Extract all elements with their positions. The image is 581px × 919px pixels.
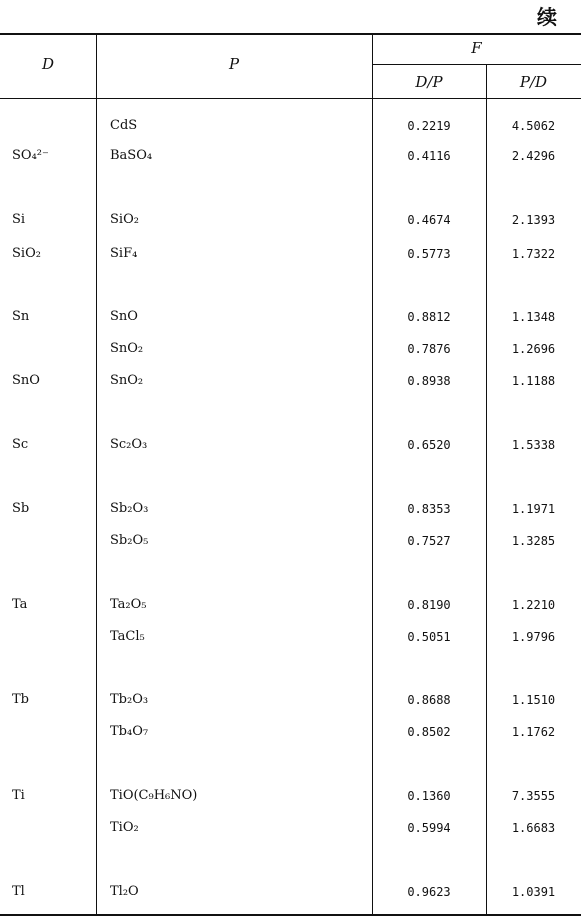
row-p-compound: Sb₂O₅ <box>110 533 149 548</box>
header-p-over-d: P/D <box>519 73 548 91</box>
row-d-label: Ta <box>12 597 28 612</box>
row-p-over-d-value: 1.5338 <box>511 438 556 452</box>
row-d-label: Sb <box>12 501 30 516</box>
row-p-over-d-value: 1.3285 <box>511 534 556 548</box>
row-p-over-d-value: 1.9796 <box>511 630 556 644</box>
row-d-label: Ti <box>12 788 25 803</box>
row-p-compound: TiO₂ <box>110 820 139 835</box>
row-d-over-p-value: 0.8938 <box>407 374 451 388</box>
row-p-over-d-value: 1.2210 <box>511 598 556 612</box>
row-d-over-p-value: 0.8688 <box>407 693 451 707</box>
row-p-over-d-value: 2.1393 <box>511 213 556 227</box>
row-p-compound: TiO(C₉H₆NO) <box>110 788 198 803</box>
header-bottom-rule <box>0 98 581 99</box>
row-p-over-d-value: 7.3555 <box>511 789 556 803</box>
row-d-label: Tb <box>12 692 29 707</box>
row-p-over-d-value: 1.2696 <box>511 342 556 356</box>
row-p-compound: Tb₂O₃ <box>110 692 149 707</box>
header-d: D <box>41 55 55 73</box>
row-d-over-p-value: 0.2219 <box>407 119 451 133</box>
row-d-over-p-value: 0.5773 <box>407 247 451 261</box>
row-d-label: Tl <box>12 884 25 899</box>
header-d-over-p: D/P <box>415 73 443 91</box>
row-p-over-d-value: 4.5062 <box>511 119 556 133</box>
row-d-label: SiO₂ <box>12 246 41 261</box>
table-bottom-rule <box>0 914 581 916</box>
row-d-label: Si <box>12 212 26 227</box>
col-divider-p-f <box>372 35 373 915</box>
row-p-compound: Sb₂O₃ <box>110 501 149 516</box>
row-d-over-p-value: 0.6520 <box>407 438 451 452</box>
row-d-over-p-value: 0.4674 <box>407 213 451 227</box>
row-p-over-d-value: 2.4296 <box>511 149 556 163</box>
row-p-compound: SnO <box>110 309 138 324</box>
row-p-compound: TaCl₅ <box>110 629 145 644</box>
row-d-over-p-value: 0.7527 <box>407 534 451 548</box>
row-p-over-d-value: 1.1188 <box>511 374 556 388</box>
row-p-over-d-value: 1.6683 <box>511 821 556 835</box>
row-d-label: Sc <box>12 437 29 452</box>
row-p-compound: SnO₂ <box>110 341 144 356</box>
f-group-rule <box>372 64 581 65</box>
row-p-compound: SiO₂ <box>110 212 139 227</box>
row-d-label: SO₄²⁻ <box>12 148 49 163</box>
row-p-over-d-value: 1.1510 <box>511 693 556 707</box>
row-d-label: Sn <box>12 309 30 324</box>
row-d-over-p-value: 0.8353 <box>407 502 451 516</box>
row-p-over-d-value: 1.1762 <box>511 725 556 739</box>
header-p: P <box>228 55 240 73</box>
row-p-over-d-value: 1.0391 <box>511 885 556 899</box>
row-d-over-p-value: 0.5051 <box>407 630 451 644</box>
table-top-rule <box>0 33 581 35</box>
row-d-over-p-value: 0.8502 <box>407 725 451 739</box>
row-p-compound: Sc₂O₃ <box>110 437 148 452</box>
row-p-compound: Tb₄O₇ <box>110 724 149 739</box>
row-d-over-p-value: 0.8812 <box>407 310 451 324</box>
row-p-over-d-value: 1.7322 <box>511 247 556 261</box>
row-p-compound: CdS <box>110 118 138 133</box>
row-p-compound: SnO₂ <box>110 373 144 388</box>
row-p-compound: BaSO₄ <box>110 148 153 163</box>
row-d-over-p-value: 0.9623 <box>407 885 451 899</box>
row-d-over-p-value: 0.1360 <box>407 789 451 803</box>
row-p-compound: Ta₂O₅ <box>110 597 147 612</box>
col-divider-d-p <box>96 35 97 915</box>
row-d-over-p-value: 0.4116 <box>407 149 451 163</box>
continued-label: 续 <box>537 5 557 29</box>
row-p-over-d-value: 1.1348 <box>511 310 556 324</box>
row-p-over-d-value: 1.1971 <box>511 502 556 516</box>
row-p-compound: Tl₂O <box>110 884 139 899</box>
row-d-over-p-value: 0.7876 <box>407 342 451 356</box>
header-f: F <box>471 39 482 57</box>
row-d-label: SnO <box>12 373 40 388</box>
row-p-compound: SiF₄ <box>110 246 138 261</box>
row-d-over-p-value: 0.8190 <box>407 598 451 612</box>
row-d-over-p-value: 0.5994 <box>407 821 451 835</box>
